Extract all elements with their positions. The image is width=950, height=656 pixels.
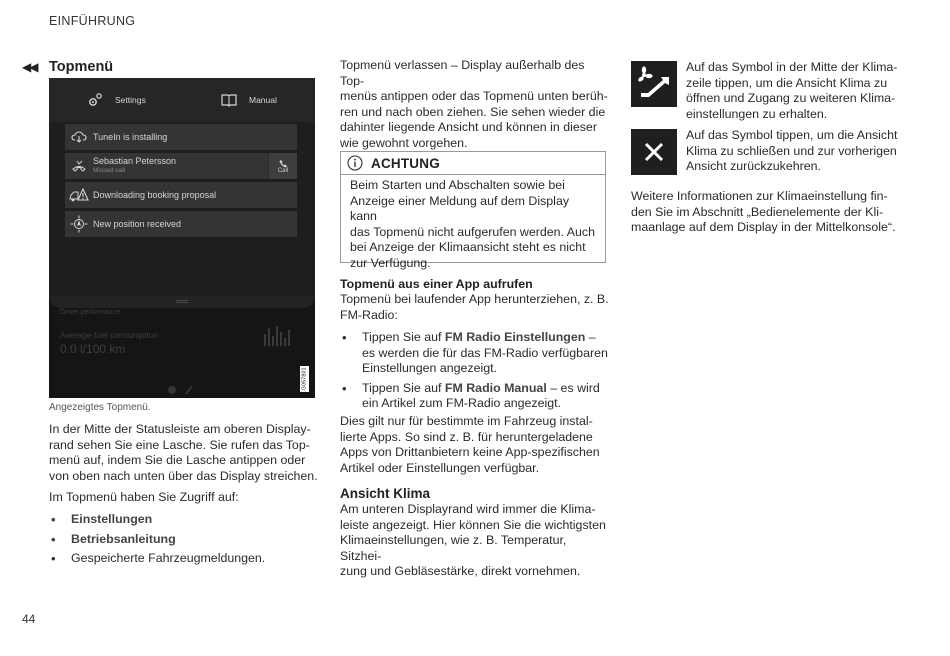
section-title: Topmenü (49, 59, 114, 75)
text-line: das Topmenü nicht aufgerufen werden. Auch (350, 224, 595, 239)
text-line: menüs antippen oder das Topmenü unten berüh- (340, 89, 608, 104)
col1-para1 (49, 422, 321, 484)
pull-tab-handle[interactable] (176, 300, 188, 301)
text-line: Anzeige einer Meldung auf dem Display kann (350, 193, 570, 224)
phone-icon (279, 159, 288, 168)
text-line: Auf das Symbol tippen, um die Ansicht (686, 128, 898, 142)
text-line: maanlage auf dem Display in der Mittelkonsole“. (631, 220, 896, 235)
notification-row[interactable] (65, 153, 297, 179)
missed-call-label: Missed call (93, 167, 126, 174)
col2-para1 (340, 58, 610, 152)
text-part: Tippen Sie auf (362, 380, 445, 395)
back-arrow-icon[interactable]: ◀◀ (22, 60, 37, 74)
subsection-title: Topmenü aus einer App aufrufen (340, 277, 533, 291)
warning-box (340, 151, 606, 270)
col3-item2-text (686, 128, 898, 175)
text-line: Ansicht zurückzukehren. (686, 159, 821, 174)
page-number: 44 (22, 612, 36, 626)
text-line: menü auf, indem Sie die Lasche antippen oder (49, 453, 306, 468)
text-line: Apps von Drittanbietern keine App-spezifischen (340, 445, 600, 460)
text-line: dahinter liegende Ansicht und können in dieser (340, 120, 597, 135)
cloud-download-icon (65, 131, 93, 143)
car-warning-icon (65, 188, 93, 202)
text-line: zur Verfügung. (350, 255, 431, 270)
figure-caption: Angezeigtes Topmenü. (49, 402, 151, 413)
bg-title: Driver performance (60, 309, 120, 316)
book-icon (221, 93, 237, 107)
background-view (49, 296, 315, 398)
text-line: zeile tippen, um die Ansicht Klima zu (686, 75, 888, 90)
text-line: leiste angezeigt. Hier können Sie die wichtigsten (340, 517, 606, 532)
text-part: Einstellungen angezeigt. (362, 361, 498, 376)
text-line: ren und nach oben ziehen. Sie sehen wieder die (340, 104, 606, 119)
text-part: ein Artikel zum FM-Radio angezeigt. (362, 396, 562, 411)
notification-row[interactable] (65, 211, 297, 237)
warning-body (341, 175, 605, 272)
text-line: Dies gilt nur für bestimmte im Fahrzeug instal- (340, 414, 593, 428)
text-line: bei Anzeige der Klimaansicht steht es nicht (350, 240, 586, 255)
col2-bullets (340, 330, 610, 412)
text-line: Am unteren Displayrand wird immer die Klima- (340, 502, 596, 516)
col2-sub1-text (340, 292, 610, 323)
text-line: In der Mitte der Statusleiste am oberen Display- (49, 422, 311, 436)
text-part: Tippen Sie auf (362, 330, 445, 344)
col2-para3 (340, 414, 610, 476)
chapter-header: EINFÜHRUNG (49, 14, 136, 28)
list-item (340, 330, 610, 377)
notification-text: Downloading booking proposal (93, 190, 217, 200)
subsection-title: Ansicht Klima (340, 486, 431, 501)
text-line: rand sehen Sie eine Lasche. Sie rufen das Top- (49, 437, 310, 452)
close-icon (631, 129, 677, 175)
warning-header (341, 152, 605, 175)
text-line: öffnen und Zugang zu weiteren Klima- (686, 91, 896, 106)
text-line: FM-Radio: (340, 307, 398, 322)
menu-path[interactable]: FM Radio Manual (444, 380, 547, 395)
text-line: Topmenü verlassen – Display außerhalb des Top- (340, 58, 585, 88)
text-part: es werden die für das FM-Radio verfügbaren (362, 345, 608, 360)
bg-value: 0.0 l/100 km (60, 342, 126, 356)
list-item[interactable]: • Einstellungen (49, 512, 321, 528)
gear-icon (87, 92, 103, 108)
list-item (340, 381, 610, 412)
settings-item[interactable] (87, 78, 146, 122)
notification-row[interactable] (65, 124, 297, 150)
warning-title: ACHTUNG (371, 155, 440, 171)
col1-para2: Im Topmenü haben Sie Zugriff auf: (49, 490, 239, 504)
topmenu-edge (49, 296, 315, 308)
notification-text: TuneIn is installing (93, 132, 168, 142)
bar-chart-icon (263, 324, 293, 346)
info-icon (347, 155, 363, 171)
missed-call-icon (65, 160, 93, 172)
list-item: • Gespeicherte Fahrzeugmeldungen. (49, 551, 321, 567)
caller-name: Sebastian Petersson (93, 156, 177, 166)
text-line: Weitere Informationen zur Klimaeinstellung fin- (631, 189, 888, 203)
text-part: – (585, 330, 596, 344)
text-line: Klimaeinstellungen, wie z. B. Temperatur, Sitzhei- (340, 533, 567, 563)
call-button[interactable] (268, 153, 297, 179)
col2-sub2-text (340, 502, 610, 580)
text-line: Topmenü bei laufender App herunterziehen, z. B. (340, 292, 609, 306)
notification-row[interactable] (65, 182, 297, 208)
call-label: Call (277, 167, 289, 174)
col3-para (631, 189, 901, 236)
notification-text: New position received (93, 219, 182, 229)
text-line: wie gewohnt vorgehen. (340, 135, 468, 150)
manual-label: Manual (249, 95, 277, 105)
text-part: – es wird (546, 380, 600, 395)
bg-label: Average fuel consumption (60, 330, 159, 340)
settings-label: Settings (115, 95, 146, 105)
topmenu-screenshot (49, 78, 315, 398)
list-item[interactable]: • Betriebsanleitung (49, 532, 321, 548)
text-line: Beim Starten und Abschalten sowie bei (350, 178, 565, 192)
text-line: einstellungen zu erhalten. (686, 106, 828, 121)
text-line: lierte Apps. So sind z. B. für heruntergeladene (340, 429, 593, 444)
manual-item[interactable] (221, 78, 277, 122)
col1-bullets (49, 512, 321, 567)
text-line: den Sie im Abschnitt „Bedienelemente der Kli- (631, 204, 884, 219)
text-line: zung und Gebläsestärke, direkt vornehmen. (340, 564, 581, 579)
text-line: Klima zu schließen und zur vorherigen (686, 143, 897, 158)
text-line: Auf das Symbol in der Mitte der Klima- (686, 60, 898, 74)
navigation-icon (65, 215, 93, 233)
menu-path[interactable]: FM Radio Einstellungen (444, 330, 586, 344)
text-line: Artikel oder Einstellungen verfügbar. (340, 460, 540, 475)
fan-icon (166, 384, 196, 396)
image-code: G057801 (301, 367, 308, 391)
climate-icon (631, 61, 677, 107)
text-line: von oben nach unten über das Display streichen. (49, 468, 318, 483)
col3-item1-text (686, 60, 898, 122)
